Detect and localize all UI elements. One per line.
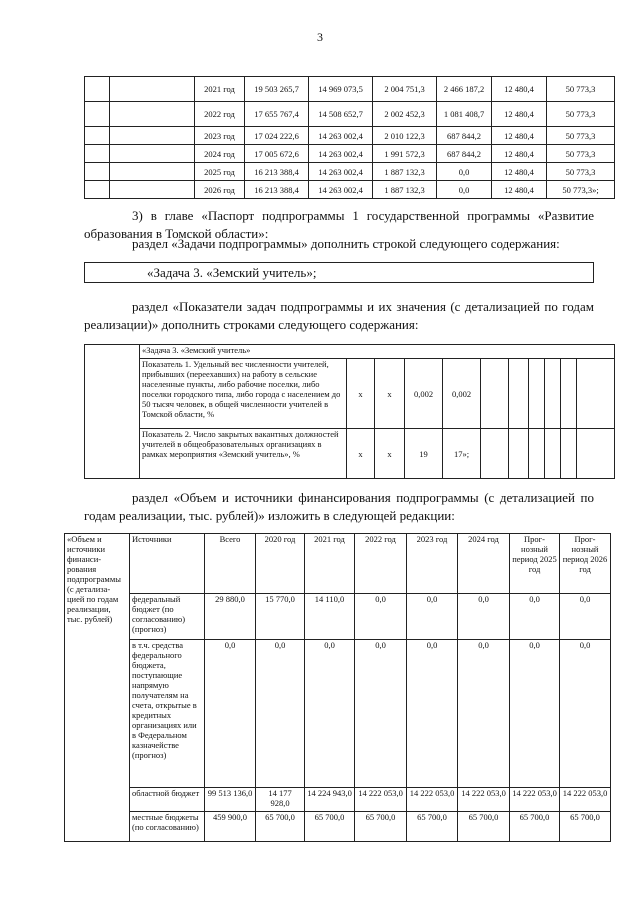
indicator-empty xyxy=(509,429,529,479)
indicator-empty xyxy=(509,359,529,429)
budget-row xyxy=(85,127,615,145)
budget-value: 12 480,4 xyxy=(492,163,547,181)
budget-value: 1 081 408,7 xyxy=(437,102,492,127)
budget-value: 12 480,4 xyxy=(492,145,547,163)
budget-empty-cell xyxy=(110,145,195,163)
top-budget-table xyxy=(84,76,615,199)
budget-empty-cell xyxy=(85,163,110,181)
indicators-header: «Задача 3. «Земский учитель» xyxy=(140,345,615,359)
indicator-cell: x xyxy=(347,359,375,429)
finance-value: 65 700,0 xyxy=(560,812,611,842)
finance-row xyxy=(65,640,611,788)
finance-source: областной бюджет xyxy=(130,788,205,812)
finance-value: 0,0 xyxy=(305,640,355,788)
budget-value: 14 263 002,4 xyxy=(309,181,373,199)
finance-value: 65 700,0 xyxy=(510,812,560,842)
budget-value: 14 969 073,5 xyxy=(309,77,373,102)
indicator-text: Показатель 2. Число закрытых вакантных должностей учителей в общеобразовательных организациях в рамках мероприятия «Земский учитель», % xyxy=(140,429,347,479)
budget-empty-cell xyxy=(110,102,195,127)
finance-value: 0,0 xyxy=(407,640,458,788)
indicator-empty xyxy=(481,429,509,479)
budget-value: 2 010 122,3 xyxy=(373,127,437,145)
indicator-cell: x xyxy=(375,429,405,479)
indicator-text: Показатель 1. Удельный вес численности учителей, прибывших (переехавших) на работу в сельские населенные пункты, либо рабочие поселки, либо поселки городского типа, либо города с населением до 50 тысяч человек, в общей численности учителей в Томской области, % xyxy=(140,359,347,429)
finance-value: 0,0 xyxy=(355,640,407,788)
finance-value: 0,0 xyxy=(560,640,611,788)
indicator-empty xyxy=(545,359,561,429)
finance-value: 14 177 928,0 xyxy=(256,788,305,812)
indicator-empty xyxy=(577,429,615,479)
finance-header-cell: 2020 год xyxy=(256,534,305,594)
budget-value: 2 004 751,3 xyxy=(373,77,437,102)
budget-value: 12 480,4 xyxy=(492,102,547,127)
paragraph-chapter: 3) в главе «Паспорт подпрограммы 1 государственной программы «Развитие образования в Томской области»: xyxy=(84,208,594,241)
budget-empty-cell xyxy=(110,77,195,102)
budget-year: 2025 год xyxy=(195,163,245,181)
finance-value: 65 700,0 xyxy=(305,812,355,842)
finance-value: 0,0 xyxy=(458,640,510,788)
budget-value: 50 773,3 xyxy=(547,163,615,181)
finance-value: 459 900,0 xyxy=(205,812,256,842)
finance-header-cell: Прог-нозный период 2026 год xyxy=(560,534,611,594)
budget-value: 1 887 132,3 xyxy=(373,163,437,181)
indicator-row xyxy=(85,429,615,479)
budget-row xyxy=(85,163,615,181)
finance-value: 0,0 xyxy=(458,594,510,640)
finance-value: 14 110,0 xyxy=(305,594,355,640)
budget-empty-cell xyxy=(110,181,195,199)
finance-value: 65 700,0 xyxy=(407,812,458,842)
budget-year: 2021 год xyxy=(195,77,245,102)
indicator-empty xyxy=(561,429,577,479)
budget-value: 50 773,3 xyxy=(547,102,615,127)
page-number: 3 xyxy=(317,30,323,44)
budget-value: 14 263 002,4 xyxy=(309,127,373,145)
budget-value: 14 508 652,7 xyxy=(309,102,373,127)
budget-empty-cell xyxy=(85,127,110,145)
budget-value: 12 480,4 xyxy=(492,77,547,102)
finance-header-cell: Всего xyxy=(205,534,256,594)
budget-value: 12 480,4 xyxy=(492,181,547,199)
indicator-cell: 0,002 xyxy=(443,359,481,429)
finance-source: местные бюджеты (по согласованию) xyxy=(130,812,205,842)
budget-value: 2 002 452,3 xyxy=(373,102,437,127)
budget-value: 19 503 265,7 xyxy=(245,77,309,102)
budget-year: 2023 год xyxy=(195,127,245,145)
finance-value: 0,0 xyxy=(560,594,611,640)
budget-value: 14 263 002,4 xyxy=(309,145,373,163)
finance-value: 14 224 943,0 xyxy=(305,788,355,812)
finance-value: 0,0 xyxy=(205,640,256,788)
budget-empty-cell xyxy=(110,163,195,181)
finance-value: 0,0 xyxy=(407,594,458,640)
finance-value: 65 700,0 xyxy=(256,812,305,842)
finance-value: 14 222 053,0 xyxy=(407,788,458,812)
indicator-cell: 17»; xyxy=(443,429,481,479)
budget-row xyxy=(85,181,615,199)
task-box xyxy=(84,262,594,283)
finance-value: 99 513 136,0 xyxy=(205,788,256,812)
finance-value: 14 222 053,0 xyxy=(560,788,611,812)
task-box-text: «Задача 3. «Земский учитель»; xyxy=(147,265,317,280)
budget-year: 2024 год xyxy=(195,145,245,163)
finance-row xyxy=(65,594,611,640)
finance-header-cell: Прог-нозный период 2025 год xyxy=(510,534,560,594)
budget-value: 50 773,3 xyxy=(547,145,615,163)
budget-value: 16 213 388,4 xyxy=(245,181,309,199)
finance-value: 29 880,0 xyxy=(205,594,256,640)
indicators-empty-cell xyxy=(85,345,140,479)
finance-header-cell: 2022 год xyxy=(355,534,407,594)
budget-value: 687 844,2 xyxy=(437,127,492,145)
finance-value: 14 222 053,0 xyxy=(458,788,510,812)
paragraph-finance: раздел «Объем и источники финансирования подпрограммы (с детализацией по годам реализации, тыс. рублей)» изложить в следующей редакции: xyxy=(84,490,594,523)
budget-value: 1 887 132,3 xyxy=(373,181,437,199)
budget-empty-cell xyxy=(110,127,195,145)
budget-value: 0,0 xyxy=(437,181,492,199)
finance-value: 65 700,0 xyxy=(355,812,407,842)
indicator-empty xyxy=(529,359,545,429)
finance-value: 65 700,0 xyxy=(458,812,510,842)
budget-value: 17 005 672,6 xyxy=(245,145,309,163)
finance-value: 0,0 xyxy=(355,594,407,640)
indicators-table xyxy=(84,344,615,479)
indicator-empty xyxy=(529,429,545,479)
finance-header-cell: 2024 год xyxy=(458,534,510,594)
finance-header-cell: Источники xyxy=(130,534,205,594)
budget-value: 17 024 222,6 xyxy=(245,127,309,145)
budget-row xyxy=(85,77,615,102)
finance-left-label: «Объем и источники финанси-рования подпрограммы (с детализа-цией по годам реализации, тыс. рублей) xyxy=(65,534,130,842)
indicator-empty xyxy=(577,359,615,429)
budget-empty-cell xyxy=(85,77,110,102)
budget-value: 0,0 xyxy=(437,163,492,181)
paragraph-tasks-section: раздел «Задачи подпрограммы» дополнить строкой следующего содержания: xyxy=(132,236,560,251)
budget-value: 17 655 767,4 xyxy=(245,102,309,127)
budget-value: 12 480,4 xyxy=(492,127,547,145)
finance-source: в т.ч. средства федерального бюджета, поступающие напрямую получателям на счета, открытые в кредитных организациях или в Федеральном казначействе (прогноз) xyxy=(130,640,205,788)
indicator-empty xyxy=(545,429,561,479)
budget-empty-cell xyxy=(85,145,110,163)
finance-row xyxy=(65,788,611,812)
indicator-cell: x xyxy=(347,429,375,479)
finance-value: 14 222 053,0 xyxy=(510,788,560,812)
budget-year: 2026 год xyxy=(195,181,245,199)
indicator-cell: x xyxy=(375,359,405,429)
budget-value: 16 213 388,4 xyxy=(245,163,309,181)
budget-empty-cell xyxy=(85,102,110,127)
indicator-cell: 0,002 xyxy=(405,359,443,429)
finance-source: федеральный бюджет (по согласованию) (прогноз) xyxy=(130,594,205,640)
finance-value: 15 770,0 xyxy=(256,594,305,640)
finance-header-cell: 2021 год xyxy=(305,534,355,594)
budget-empty-cell xyxy=(85,181,110,199)
paragraph-indicators: раздел «Показатели задач подпрограммы и их значения (с детализацией по годам реализации)» дополнить строками следующего содержания: xyxy=(84,299,594,332)
indicator-empty xyxy=(561,359,577,429)
finance-value: 14 222 053,0 xyxy=(355,788,407,812)
budget-value: 1 991 572,3 xyxy=(373,145,437,163)
finance-row xyxy=(65,812,611,842)
finance-value: 0,0 xyxy=(510,594,560,640)
budget-year: 2022 год xyxy=(195,102,245,127)
budget-row xyxy=(85,102,615,127)
budget-value: 2 466 187,2 xyxy=(437,77,492,102)
budget-value: 50 773,3»; xyxy=(547,181,615,199)
finance-header-cell: 2023 год xyxy=(407,534,458,594)
budget-value: 687 844,2 xyxy=(437,145,492,163)
finance-value: 0,0 xyxy=(510,640,560,788)
budget-value: 14 263 002,4 xyxy=(309,163,373,181)
budget-row xyxy=(85,145,615,163)
budget-value: 50 773,3 xyxy=(547,77,615,102)
budget-value: 50 773,3 xyxy=(547,127,615,145)
finance-table xyxy=(64,533,611,842)
indicator-empty xyxy=(481,359,509,429)
finance-value: 0,0 xyxy=(256,640,305,788)
indicator-cell: 19 xyxy=(405,429,443,479)
indicator-row xyxy=(85,359,615,429)
